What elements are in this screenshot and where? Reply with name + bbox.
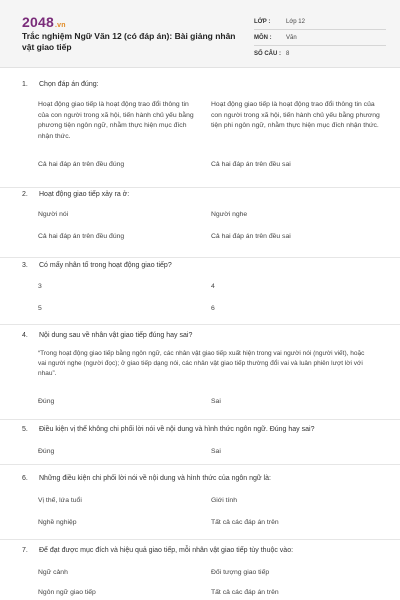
question-text: Hoạt động giao tiếp xảy ra ở:	[39, 191, 130, 198]
answer-option[interactable]: Sai	[211, 398, 221, 405]
meta-info-table	[254, 14, 386, 62]
answer-option[interactable]: Người nghe	[211, 211, 248, 218]
answer-option[interactable]: 5	[38, 305, 42, 312]
question-6	[0, 465, 400, 540]
answer-option[interactable]: Hoạt động giao tiếp là hoạt động trao đổi thông tin của con người trong xã hội, tiến hành chủ yếu bằng phương tiện ngôn ngữ, nhằm thực hiện mục đích nhận thức.	[38, 101, 194, 140]
question-number: 2.	[22, 191, 28, 198]
answer-option[interactable]: 6	[211, 305, 215, 312]
meta-row-subject	[254, 30, 386, 46]
answer-option[interactable]: Nghề nghiệp	[38, 519, 77, 526]
answer-option[interactable]: 3	[38, 283, 42, 290]
question-header	[22, 474, 382, 484]
meta-value: Lớp 12	[286, 18, 305, 25]
question-text: Những điều kiện chi phối lời nói về nội dung và hình thức của ngôn ngữ là:	[39, 475, 271, 482]
question-5	[0, 420, 400, 465]
worksheet-header	[0, 0, 400, 68]
answer-option[interactable]: Đúng	[38, 448, 55, 455]
site-logo[interactable]	[22, 14, 66, 30]
question-header	[22, 425, 382, 435]
question-2	[0, 188, 400, 258]
meta-row-class	[254, 14, 386, 30]
logo-suffix: .vn	[54, 22, 66, 29]
answer-option[interactable]: Đối tượng giao tiếp	[211, 569, 270, 576]
question-header	[22, 190, 382, 200]
answer-option[interactable]: Tất cả các đáp án trên	[211, 589, 279, 596]
question-text: Chọn đáp án đúng:	[39, 81, 99, 88]
question-number: 6.	[22, 475, 28, 482]
answer-option[interactable]: Người nói	[38, 211, 69, 218]
answer-option[interactable]: 4	[211, 283, 215, 290]
answer-option[interactable]: Cả hai đáp án trên đều sai	[211, 161, 291, 168]
question-number: 7.	[22, 547, 28, 554]
question-text: Nội dung sau về nhân vật giao tiếp đúng hay sai?	[39, 332, 193, 339]
answer-option[interactable]: Cả hai đáp án trên đều sai	[211, 233, 291, 240]
question-header	[22, 80, 382, 90]
question-passage: “Trong hoạt động giao tiếp bằng ngôn ngữ, các nhân vật giao tiếp xuất hiện trong vai người nói (người viết), hoặc vai người nghe (người đọc); ở giao tiếp dạng nói, các nhân vật giao tiếp thường đổi vai và luân phiên lượt lời với nhau”.	[38, 350, 365, 377]
question-7	[0, 540, 400, 600]
question-number: 5.	[22, 426, 28, 433]
answer-option[interactable]: Hoạt động giao tiếp là hoạt động trao đổi thông tin của con người trong xã hội, tiến hành chủ yếu bằng phương tiện phi ngôn ngữ, nhằm thực hiện mục đích nhận thức.	[211, 101, 380, 129]
answer-option[interactable]: Cả hai đáp án trên đều đúng	[38, 161, 125, 168]
meta-value: Văn	[286, 34, 297, 41]
page-title: Trắc nghiệm Ngữ Văn 12 (có đáp án): Bài giảng nhân vật giao tiếp	[22, 31, 236, 52]
answer-option[interactable]: Đúng	[38, 398, 55, 405]
question-header	[22, 261, 382, 271]
question-4	[0, 325, 400, 420]
answer-option[interactable]: Giới tính	[211, 497, 237, 504]
question-header	[22, 546, 382, 556]
meta-key: MÔN :	[254, 34, 272, 41]
question-1	[0, 80, 400, 188]
question-text: Có mấy nhân tố trong hoạt động giao tiếp?	[39, 262, 172, 269]
answer-option[interactable]: Vị thế, lứa tuổi	[38, 497, 82, 504]
logo-text: 2048	[22, 14, 54, 30]
question-number: 3.	[22, 262, 28, 269]
meta-key: SỐ CÂU :	[254, 51, 281, 57]
answer-option[interactable]: Ngôn ngữ giao tiếp	[38, 589, 96, 596]
meta-key: LỚP :	[254, 18, 271, 25]
question-number: 1.	[22, 81, 28, 88]
answer-option[interactable]: Cả hai đáp án trên đều đúng	[38, 233, 125, 240]
question-number: 4.	[22, 332, 28, 339]
meta-row-count	[254, 46, 386, 62]
answer-option[interactable]: Ngữ cảnh	[38, 569, 68, 576]
question-text: Để đạt được mục đích và hiệu quả giao tiếp, mỗi nhân vật giao tiếp tùy thuộc vào:	[39, 547, 294, 554]
question-text: Điều kiện vị thế không chi phối lời nói về nội dung và hình thức ngôn ngữ. Đúng hay sai?	[39, 426, 315, 433]
answer-option[interactable]: Sai	[211, 448, 221, 455]
question-3	[0, 258, 400, 325]
meta-value: 8	[286, 51, 290, 57]
answer-option[interactable]: Tất cả các đáp án trên	[211, 519, 279, 526]
question-header	[22, 331, 382, 341]
